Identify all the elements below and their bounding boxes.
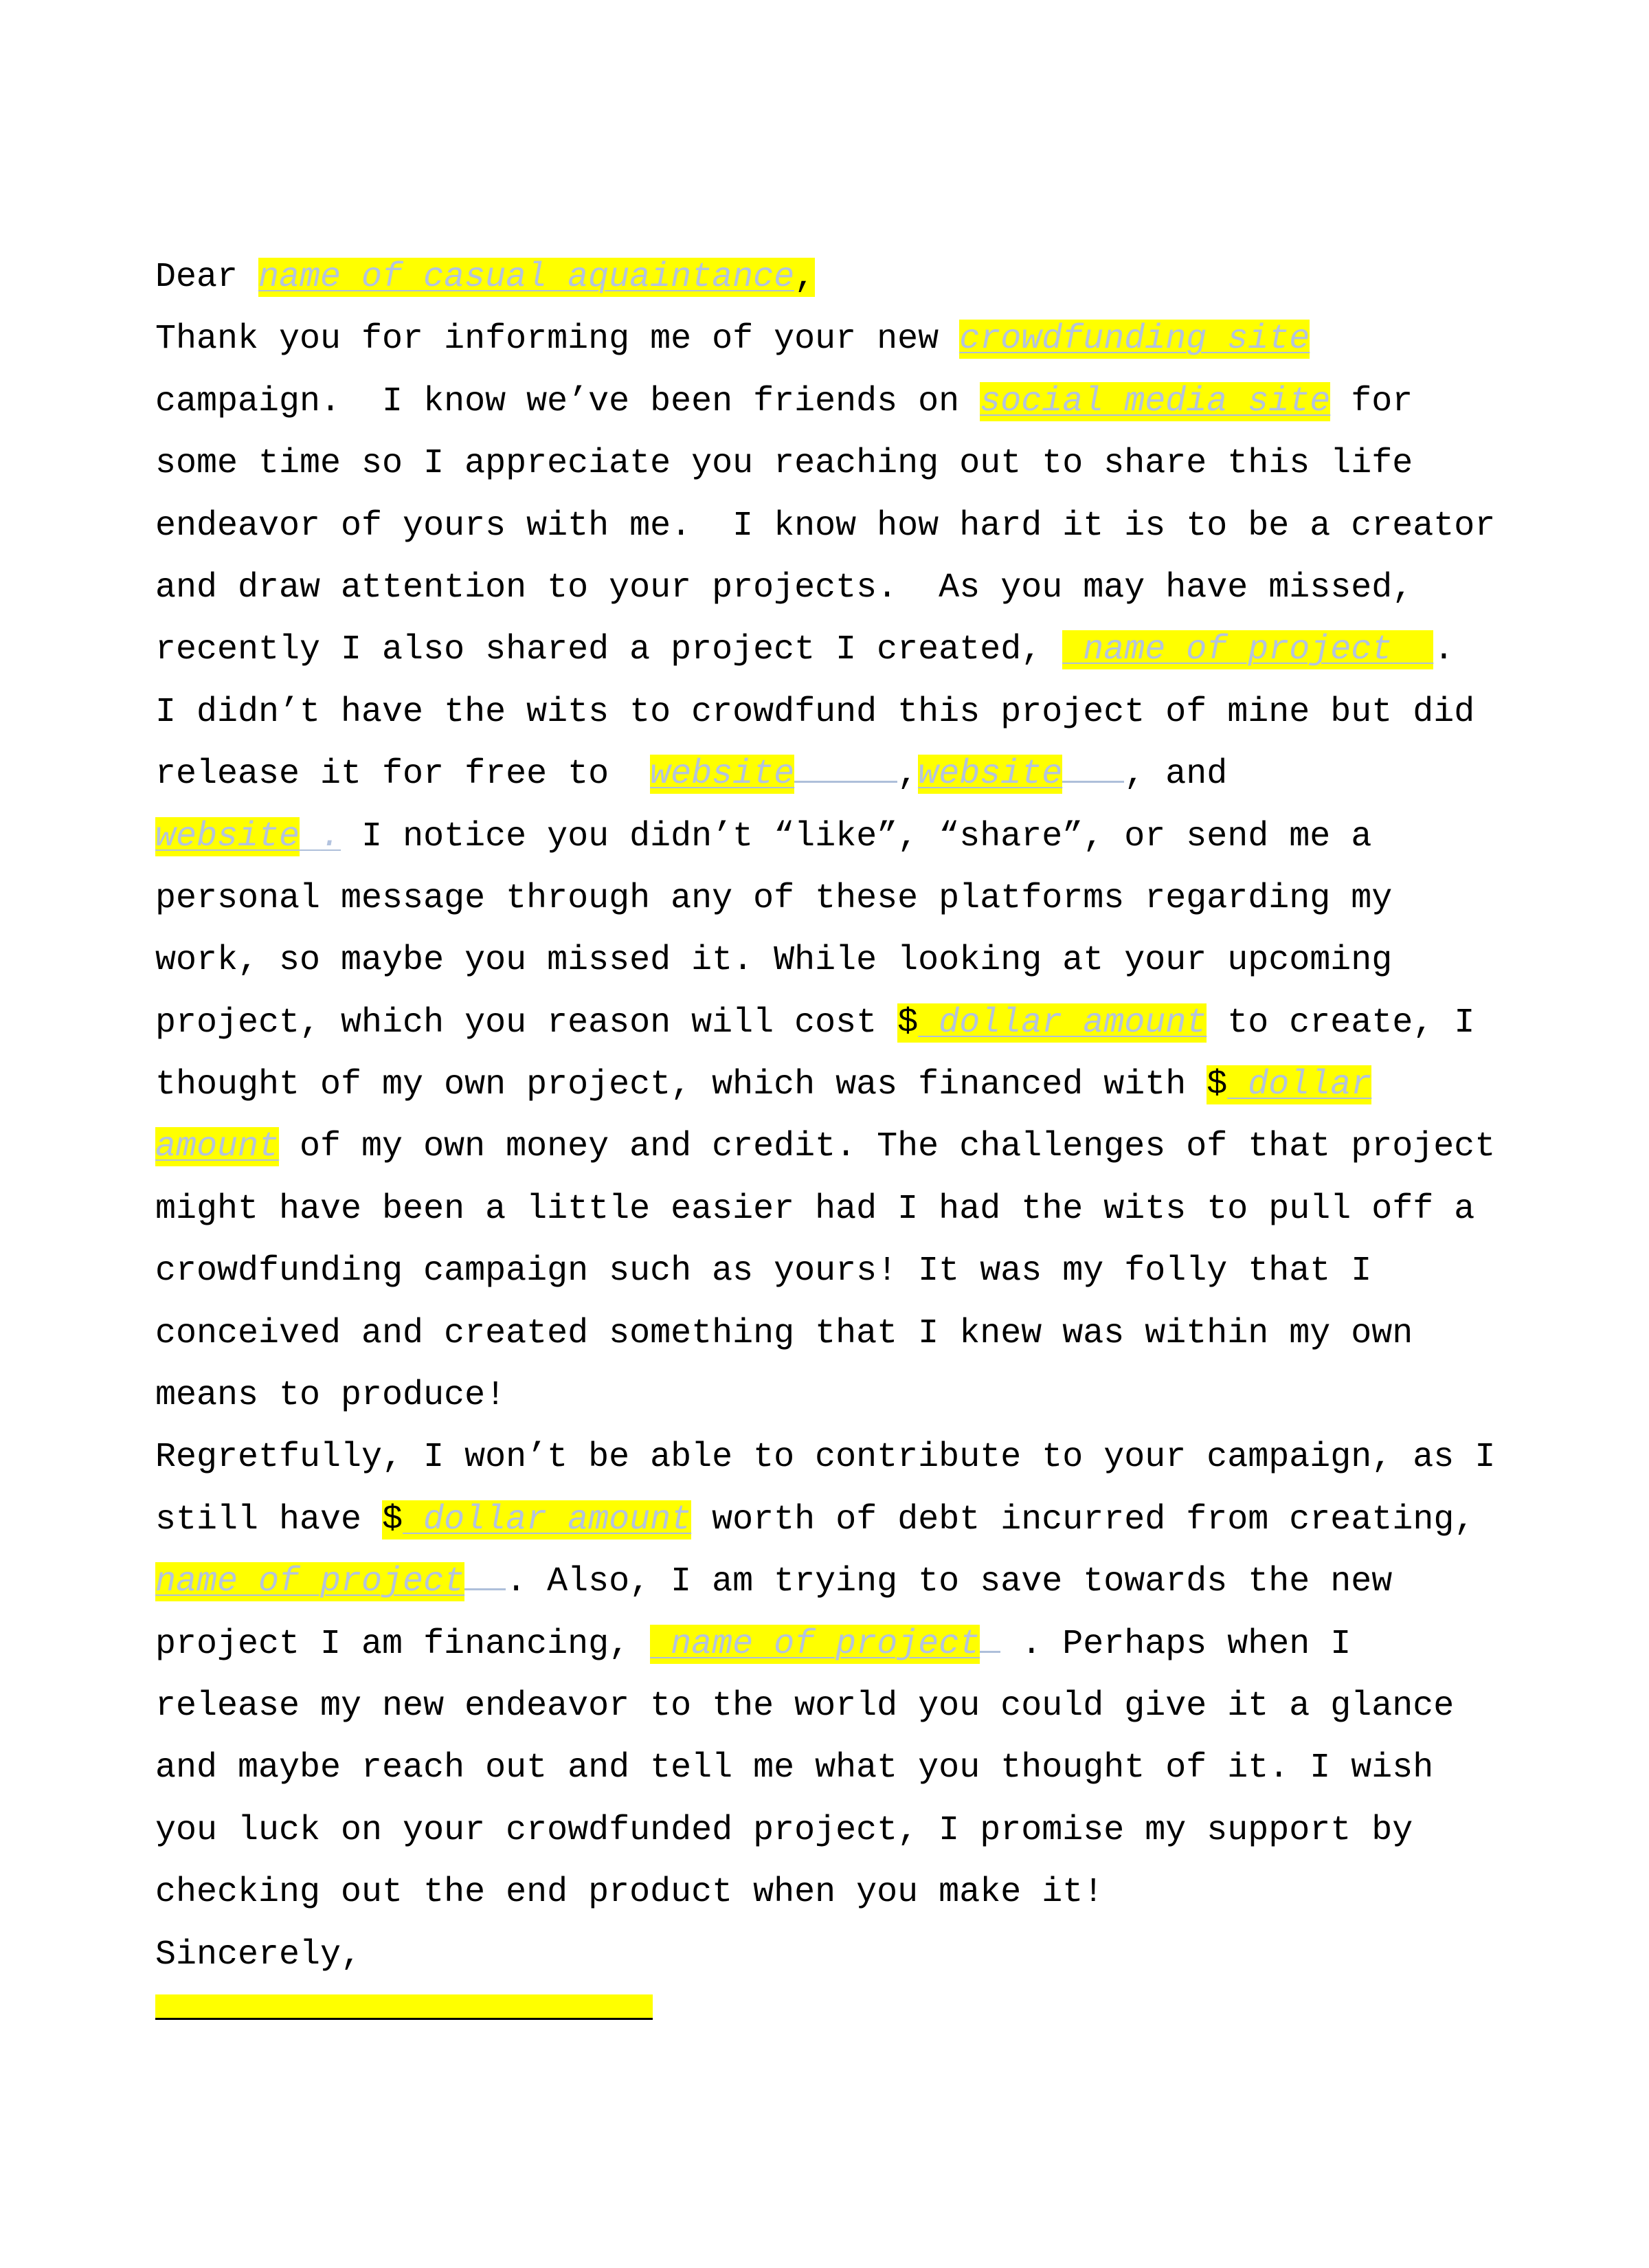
- dollar-sign: $: [382, 1500, 403, 1539]
- body-line: endeavor of yours with me. I know how hard it is to be a creator: [155, 506, 1496, 546]
- closing-line: Sincerely,: [155, 1935, 362, 1975]
- body-line: [155, 619, 1529, 681]
- body-text: Thank you for informing me of your new: [155, 320, 960, 359]
- body-line: means to produce!: [155, 1376, 506, 1416]
- body-line: personal message through any of these platforms regarding my: [155, 878, 1393, 918]
- body-line: might have been a little easier had I had the wits to pull off a: [155, 1189, 1475, 1229]
- body-line: [155, 992, 1529, 1054]
- body-text: I notice you didn’t “like”, “share”, or send me a: [341, 816, 1372, 856]
- body-text: recently I also shared a project I created,: [155, 630, 1063, 670]
- body-line: [155, 371, 1529, 433]
- project-name-field-3-blank[interactable]: [980, 1616, 1000, 1653]
- body-line: and maybe reach out and tell me what you thought of it. I wish: [155, 1748, 1434, 1788]
- body-text: to create, I: [1207, 1003, 1475, 1043]
- body-text: release it for free to: [155, 755, 651, 794]
- greeting-comma: ,: [794, 258, 816, 297]
- body-line: [155, 1489, 1529, 1551]
- body-line: [155, 1551, 1529, 1613]
- body-text: thought of my own project, which was financed with: [155, 1065, 1207, 1105]
- body-text: project, which you reason will cost: [155, 1003, 898, 1043]
- body-line: [155, 1116, 1529, 1178]
- website-field-2[interactable]: website: [918, 755, 1063, 794]
- body-line: [155, 1054, 1529, 1116]
- website-field-2-blank[interactable]: [1062, 746, 1124, 783]
- body-line: conceived and created something that I knew was within my own: [155, 1313, 1413, 1353]
- greeting-text: Dear: [155, 258, 259, 297]
- website-field-3-period: [300, 817, 341, 856]
- body-text: project I am financing,: [155, 1624, 651, 1664]
- website-field-1-blank[interactable]: [794, 746, 897, 783]
- body-text: for: [1330, 381, 1413, 421]
- body-text: worth of debt incurred from creating,: [691, 1500, 1475, 1539]
- body-line: [155, 309, 1529, 370]
- letter-body: [155, 247, 1529, 1986]
- project-name-field-2-blank[interactable]: [464, 1554, 506, 1590]
- body-text: . Perhaps when I: [1000, 1624, 1351, 1664]
- crowdfunding-site-field[interactable]: crowdfunding site: [959, 320, 1310, 359]
- body-text: .: [1433, 630, 1455, 670]
- body-text: ,: [897, 755, 919, 794]
- body-line: [155, 1614, 1529, 1676]
- body-line: work, so maybe you missed it. While looking at your upcoming: [155, 941, 1393, 981]
- body-line: [155, 744, 1529, 805]
- body-line: release my new endeavor to the world you could give it a glance: [155, 1686, 1455, 1726]
- project-name-placeholder: name of project: [671, 1624, 980, 1664]
- signature-field[interactable]: [155, 1994, 653, 2020]
- dollar-sign: $: [897, 1003, 919, 1043]
- project-name-placeholder: name of project: [1083, 630, 1393, 670]
- dollar-amount-field-2[interactable]: dollar: [1227, 1065, 1372, 1105]
- body-text: . Also, I am trying to save towards the new: [506, 1562, 1393, 1602]
- social-media-site-field[interactable]: social media site: [980, 381, 1331, 421]
- body-text: still have: [155, 1500, 383, 1539]
- dollar-sign: $: [1207, 1065, 1228, 1105]
- website-field-1[interactable]: website: [650, 755, 795, 794]
- body-line: [155, 806, 1529, 868]
- body-line: I didn’t have the wits to crowdfund this project of mine but did: [155, 692, 1475, 732]
- dollar-amount-field-1[interactable]: dollar amount: [918, 1003, 1207, 1043]
- body-line: you luck on your crowdfunded project, I promise my support by: [155, 1810, 1413, 1850]
- body-text: of my own money and credit. The challenges of that project: [279, 1127, 1496, 1167]
- project-name-field-2[interactable]: name of project: [155, 1562, 465, 1602]
- body-line: checking out the end product when you make it!: [155, 1873, 1104, 1913]
- period-text: .: [320, 816, 341, 856]
- body-text: campaign. I know we’ve been friends on: [155, 381, 980, 421]
- body-line: some time so I appreciate you reaching out to share this life: [155, 444, 1413, 484]
- body-line: and draw attention to your projects. As you may have missed,: [155, 568, 1413, 608]
- project-name-field[interactable]: [1062, 630, 1433, 669]
- project-name-field-3[interactable]: [650, 1625, 980, 1664]
- greeting-line: [155, 247, 1529, 309]
- website-field-3[interactable]: website: [155, 816, 300, 856]
- body-line: Regretfully, I won’t be able to contribute to your campaign, as I: [155, 1438, 1496, 1478]
- recipient-name-field[interactable]: name of casual aquaintance: [258, 258, 795, 297]
- dollar-amount-field-3[interactable]: dollar amount: [403, 1500, 692, 1539]
- body-text: , and: [1124, 755, 1228, 794]
- body-line: crowdfunding campaign such as yours! It was my folly that I: [155, 1252, 1372, 1291]
- dollar-amount-field-2-cont[interactable]: amount: [155, 1127, 280, 1167]
